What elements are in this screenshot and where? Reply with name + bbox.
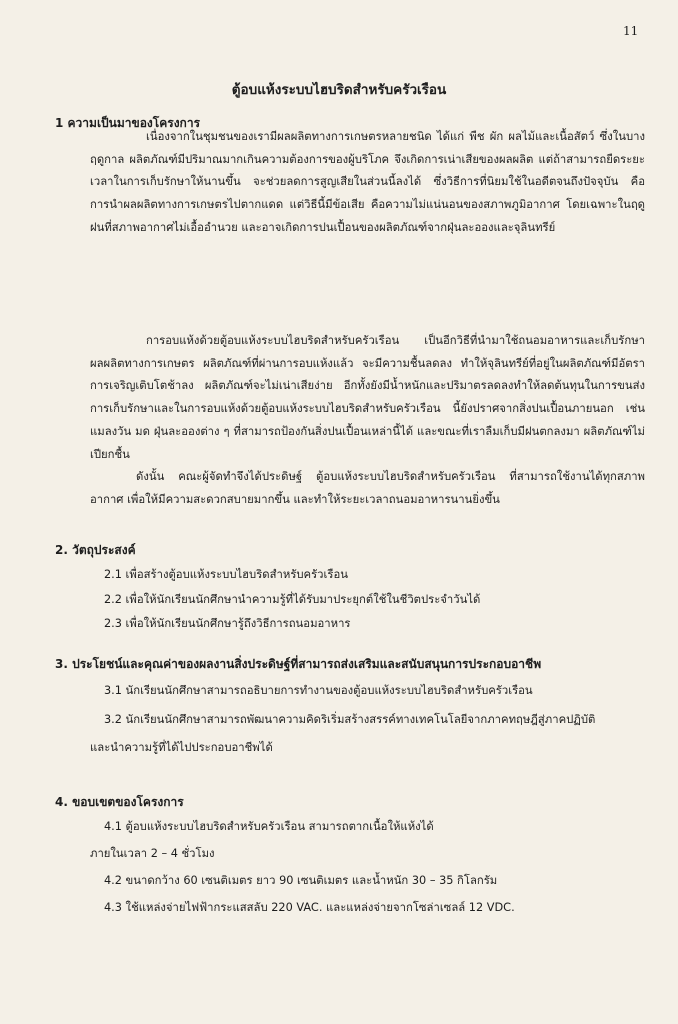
section-1-paragraph-3: ดังนั้น คณะผู้จัดทำจึงได้ประดิษฐ์ ตู้อบแห้งระบบไฮบริดสำหรับครัวเรือน ที่สามารถใช้งานได้ทุกสภาพอากาศ เพื่อให้มีความสะดวกสบายมากขึ้น และทำให้ระยะเวลาถนอมอาหารนานยิ่งขึ้น (90, 470, 645, 506)
scope-item: 4.1 ตู้อบแห้งระบบไฮบริดสำหรับครัวเรือน สามารถตากเนื้อให้แห้งได้ (104, 820, 434, 833)
scope-item: 4.3 ใช้แหล่งจ่ายไฟฟ้ากระแสสลับ 220 VAC. และแหล่งจ่ายจากโซล่าเซลล์ 12 VDC. (104, 901, 515, 914)
benefit-item: 3.2 นักเรียนนักศึกษาสามารถพัฒนาความคิดริเริ่มสร้างสรรค์ทางเทคโนโลยีจากภาคทฤษฎีสู่ภาคปฏิบัติ (104, 713, 596, 726)
objective-item: 2.3 เพื่อให้นักเรียนนักศึกษารู้ถึงวิธีการถนอมอาหาร (104, 617, 351, 630)
section-1-paragraph-2: การอบแห้งด้วยตู้อบแห้งระบบไฮบริดสำหรับครัวเรือน เป็นอีกวิธีที่นำมาใช้ถนอมอาหารและเก็บรักษาผลผลิตทางการเกษตร ผลิตภัณฑ์ที่ผ่านการอบแห้งแล้ว จะมีความชื้นลดลง ทำให้จุลินทรีย์ที่อยู่ในผลิตภัณฑ์มีอัตราการเจริญเติบโตช้าลง ผลิตภัณฑ์จะไม่เน่าเสียง่าย อีกทั้งยังมีน้ำหนักและปริมาตรลดลงทำให้ลดต้นทุนในการขนส่งการเก็บรักษาและในการอบแห้งด้วยตู้อบแห้งระบบไฮบริดสำหรับครัวเรือน นี้ยังปราศจากสิ่งปนเปื้อนภายนอก เช่น แมลงวัน มด ฝุ่นละอองต่าง ๆ ที่สามารถป้องกันสิ่งปนเปื้อนเหล่านี้ได้ และขณะที่เราลืมเก็บมีฝนตกลงมา ผลิตภัณฑ์ไม่เปียกชื้น (90, 334, 645, 461)
document-title: ตู้อบแห้งระบบไฮบริดสำหรับครัวเรือน (231, 82, 447, 98)
benefit-item: 3.1 นักเรียนนักศึกษาสามารถอธิบายการทำงานของตู้อบแห้งระบบไฮบริดสำหรับครัวเรือน (104, 684, 533, 697)
section-4-heading: 4. ขอบเขตของโครงการ (55, 795, 184, 809)
section-1-paragraph-1: เนื่องจากในชุมชนของเรามีผลผลิตทางการเกษตรหลายชนิด ได้แก่ พืช ผัก ผลไม้และเนื้อสัตว์ ซึ่งในบางฤดูกาล ผลิตภัณฑ์มีปริมาณมากเกินความต้องการของผู้บริโภค จึงเกิดการเน่าเสียของผลผลิต แต่ถ้าสามารถยืดระยะเวลาในการเก็บรักษาให้นานขึ้น จะช่วยลดการสูญเสียในส่วนนี้ลงได้ ซึ่งวิธีการที่นิยมใช้ในอดีตจนถึงปัจจุบัน คือ การนำผลผลิตทางการเกษตรไปตากแดด แต่วิธีนี้มีข้อเสีย คือความไม่แน่นอนของสภาพภูมิอากาศ โดยเฉพาะในฤดูฝนที่สภาพอากาศไม่เอื้ออำนวย และอาจเกิดการปนเปื้อนของผลิตภัณฑ์จากฝุ่นละอองและจุลินทรีย์ (90, 130, 645, 234)
benefit-item-continuation: และนำความรู้ที่ได้ไปประกอบอาชีพได้ (90, 741, 273, 754)
objective-item: 2.1 เพื่อสร้างตู้อบแห้งระบบไฮบริดสำหรับครัวเรือน (104, 568, 348, 581)
scope-item: 4.2 ขนาดกว้าง 60 เซนติเมตร ยาว 90 เซนติเมตร และน้ำหนัก 30 – 35 กิโลกรัม (104, 874, 498, 887)
scope-item-continuation: ภายในเวลา 2 – 4 ชั่วโมง (90, 847, 215, 860)
page-number: 11 (623, 24, 639, 38)
section-2-heading: 2. วัตถุประสงค์ (55, 543, 136, 557)
objective-item: 2.2 เพื่อให้นักเรียนนักศึกษานำความรู้ที่ได้รับมาประยุกต์ใช้ในชีวิตประจำวันได้ (104, 593, 481, 606)
section-1-heading: 1 ความเป็นมาของโครงการ (55, 116, 201, 130)
section-3-heading: 3. ประโยชน์และคุณค่าของผลงานสิ่งประดิษฐ์ที่สามารถส่งเสริมและสนับสนุนการประกอบอาชีพ (55, 657, 542, 671)
